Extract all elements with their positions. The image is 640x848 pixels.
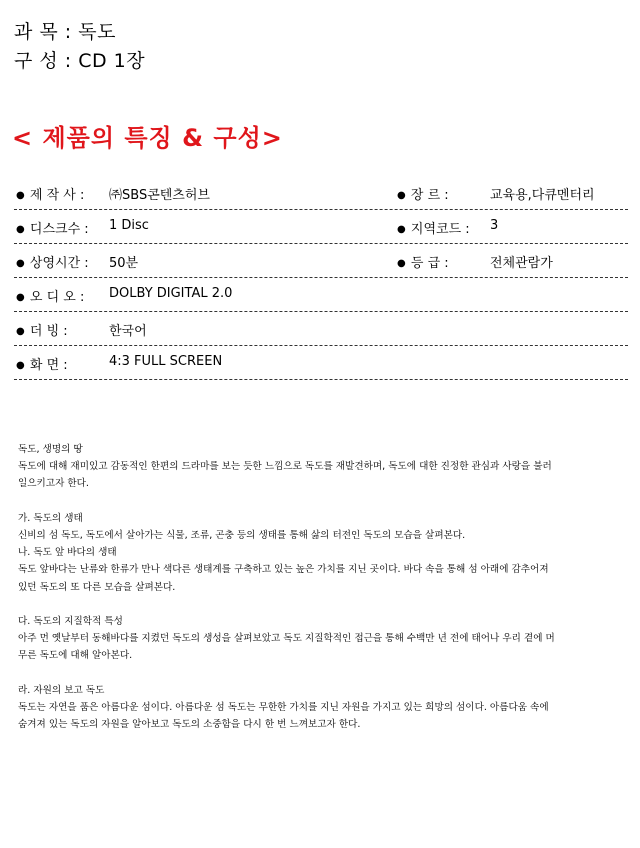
spec-value-text: 3 [490,218,499,233]
paragraph-line: 있던 독도의 또 다른 모습을 살펴본다. [18,581,176,593]
spec-row [14,176,628,210]
spec-value [490,184,595,203]
spec-value-text: DOLBY DIGITAL 2.0 [109,286,233,301]
bullet-icon: ● [16,292,28,303]
spec-row [14,278,628,312]
spec-row [14,210,628,244]
composition-value: CD 1장 [78,50,146,72]
spec-row [14,346,628,380]
spec-value [109,184,210,203]
spec-label-text: 더 빙 : [29,324,68,339]
paragraph-line: 아주 먼 옛날부터 동해바다를 지켰던 독도의 생성을 살펴보았고 독도 지질학적인 접근을 통해 수백만 년 전에 태어나 우리 곁에 머 [18,633,555,645]
spec-table [14,176,628,380]
composition-label: 구 성 : [14,50,79,72]
bullet-icon: ● [16,258,28,269]
spec-label-text: 장 르 : [410,188,449,203]
paragraph-line: 신비의 섬 독도, 독도에서 살아가는 식물, 조류, 곤충 등의 생태를 통해 삶의 터전인 독도의 모습을 살펴본다. [18,529,466,541]
paragraph-line: 독도에 대해 재미있고 감동적인 한편의 드라마를 보는 듯한 느낌으로 독도를 재발견하며, 독도에 대한 진정한 관심과 사랑을 불러 [18,461,552,473]
spec-value-text: 전체관람가 [490,256,553,271]
header [14,18,145,76]
subject-label: 과 목 : [14,21,79,43]
paragraph-line: 독도 앞바다는 난류와 한류가 만나 색다른 생태계를 구축하고 있는 높은 가치를 지닌 곳이다. 바다 속을 통해 섬 아래에 감추어져 [18,564,549,576]
spec-value [109,320,147,339]
paragraph-heading: 가. 독도의 생태 [18,512,83,524]
bullet-icon: ● [16,224,28,235]
spec-value [109,286,232,301]
spec-label [16,218,106,237]
spec-label [397,184,487,203]
spec-label-text: 제 작 사 : [29,188,85,203]
spec-label [16,184,106,203]
bullet-icon: ● [16,360,28,371]
spec-value-text: 1 Disc [109,218,149,233]
spec-label [397,218,487,237]
paragraph-gap [18,493,630,510]
spec-value-text: 4:3 FULL SCREEN [109,354,223,369]
paragraph-line: 독도는 자연을 품은 아름다운 섬이다. 아름다운 섬 독도는 무한한 가치를 지닌 자원을 가지고 있는 희망의 섬이다. 아름다움 속에 [18,701,549,713]
paragraph-heading: 라. 자원의 보고 독도 [18,684,105,696]
spec-label-text: 오 디 오 : [29,290,85,305]
spec-row [14,312,628,346]
bullet-icon: ● [16,326,28,337]
spec-label-text: 지역코드 : [410,222,470,237]
spec-label-text: 상영시간 : [29,256,89,271]
bullet-icon: ● [16,190,28,201]
spec-value-text: ㈜SBS콘텐츠허브 [109,188,210,203]
subject-line [14,18,145,47]
bullet-icon: ● [397,258,409,269]
spec-value [109,252,138,271]
spec-value [109,354,222,369]
subject-value: 독도 [78,21,116,43]
bullet-icon: ● [397,224,409,235]
paragraph-gap [18,596,630,613]
spec-row [14,244,628,278]
spec-value [109,218,149,233]
spec-label [397,252,487,271]
paragraph-heading: 다. 독도의 지질학적 특성 [18,615,123,627]
spec-label [16,354,106,373]
spec-value-text: 한국어 [109,324,147,339]
spec-label-text: 화 면 : [29,358,68,373]
spec-value-text: 50분 [109,256,139,271]
bullet-icon: ● [397,190,409,201]
description [18,441,630,733]
section-title: < 제품의 특징 & 구성> [12,124,283,152]
spec-label [16,286,106,305]
spec-label-text: 디스크수 : [29,222,89,237]
paragraph-gap [18,664,630,681]
spec-value [490,252,553,271]
paragraph-line: 일으키고자 한다. [18,478,89,490]
spec-label [16,252,106,271]
paragraph-line: 무른 독도에 대해 알아본다. [18,650,133,662]
paragraph-line: 숨겨져 있는 독도의 자원을 알아보고 독도의 소중함을 다시 한 번 느껴보고자 한다. [18,719,361,730]
paragraph-line: 나. 독도 앞 바다의 생태 [18,547,117,559]
composition-line [14,47,145,76]
spec-label-text: 등 급 : [410,256,449,271]
spec-label [16,320,106,339]
spec-value-text: 교육용,다큐멘터리 [490,188,595,203]
spec-value [490,218,498,233]
paragraph-heading: 독도, 생명의 땅 [18,444,83,455]
